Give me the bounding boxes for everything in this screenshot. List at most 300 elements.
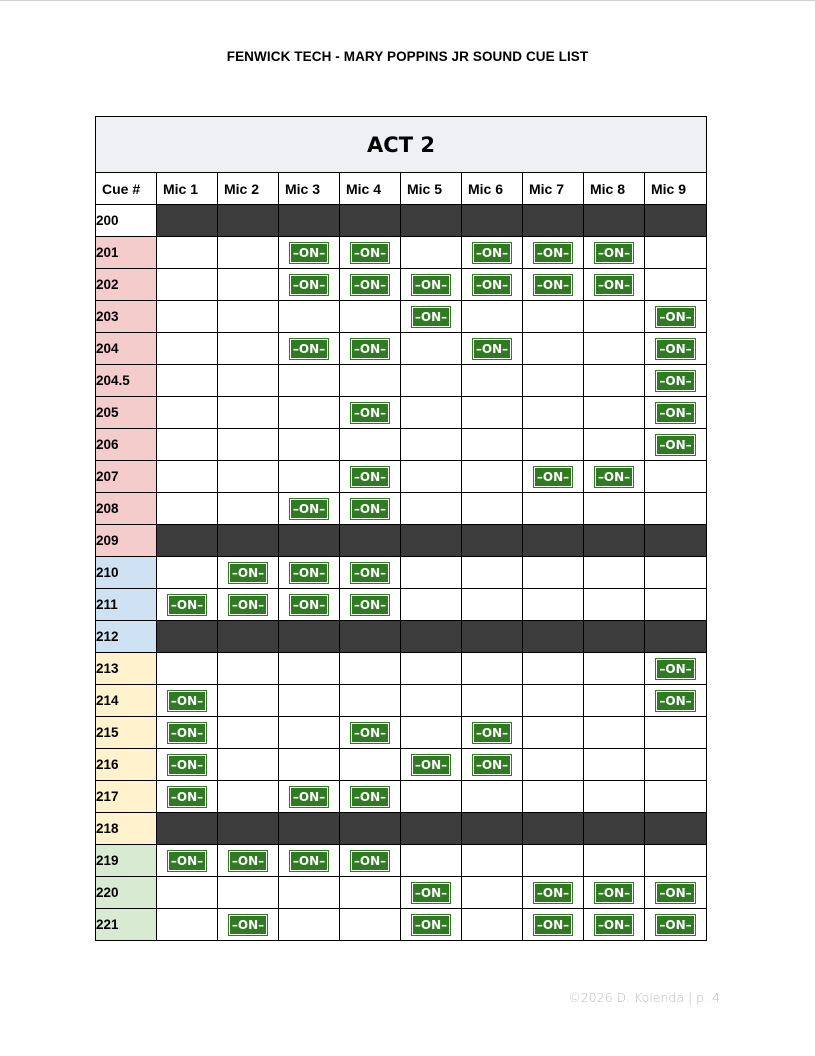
cue-number: 212 bbox=[96, 621, 157, 653]
mic-cell bbox=[645, 429, 707, 461]
mic-cell bbox=[584, 813, 645, 845]
mic-cell bbox=[340, 653, 401, 685]
mic-cell bbox=[523, 717, 584, 749]
mic-cell bbox=[218, 845, 279, 877]
mic-on-badge: –ON– bbox=[229, 915, 267, 935]
mic-cell bbox=[584, 237, 645, 269]
cue-number: 213 bbox=[96, 653, 157, 685]
mic-cell bbox=[157, 461, 218, 493]
cue-number: 220 bbox=[96, 877, 157, 909]
mic-cell bbox=[462, 205, 523, 237]
mic-cell bbox=[279, 653, 340, 685]
mic-on-badge: –ON– bbox=[351, 275, 389, 295]
mic-cell bbox=[645, 301, 707, 333]
mic-cell bbox=[340, 461, 401, 493]
mic-on-badge: –ON– bbox=[290, 595, 328, 615]
mic-cell bbox=[645, 685, 707, 717]
mic-on-badge: –ON– bbox=[595, 275, 633, 295]
column-header-mic-3: Mic 3 bbox=[279, 173, 340, 205]
mic-on-badge: –ON– bbox=[595, 915, 633, 935]
mic-cell bbox=[462, 525, 523, 557]
cue-number: 204.5 bbox=[96, 365, 157, 397]
mic-cell bbox=[340, 685, 401, 717]
mic-on-badge: –ON– bbox=[229, 563, 267, 583]
mic-cell bbox=[340, 557, 401, 589]
mic-cell bbox=[462, 269, 523, 301]
mic-cell bbox=[584, 653, 645, 685]
cue-row bbox=[96, 653, 707, 685]
mic-on-badge: –ON– bbox=[290, 499, 328, 519]
mic-cell bbox=[279, 429, 340, 461]
mic-cell bbox=[645, 493, 707, 525]
mic-cell bbox=[401, 461, 462, 493]
mic-on-badge: –ON– bbox=[595, 467, 633, 487]
mic-cell bbox=[218, 877, 279, 909]
mic-cell bbox=[645, 717, 707, 749]
mic-cell bbox=[157, 845, 218, 877]
mic-cell bbox=[157, 333, 218, 365]
cue-number: 211 bbox=[96, 589, 157, 621]
mic-on-badge: –ON– bbox=[412, 275, 450, 295]
cue-row bbox=[96, 621, 707, 653]
mic-on-badge: –ON– bbox=[473, 243, 511, 263]
cue-number: 219 bbox=[96, 845, 157, 877]
mic-cell bbox=[279, 589, 340, 621]
cue-row bbox=[96, 237, 707, 269]
cue-number: 216 bbox=[96, 749, 157, 781]
mic-cell bbox=[157, 781, 218, 813]
mic-cell bbox=[340, 493, 401, 525]
mic-cell bbox=[279, 813, 340, 845]
mic-on-badge: –ON– bbox=[534, 883, 572, 903]
mic-cell bbox=[218, 397, 279, 429]
mic-cell bbox=[401, 589, 462, 621]
mic-cell bbox=[340, 525, 401, 557]
cue-number: 209 bbox=[96, 525, 157, 557]
mic-cell bbox=[584, 557, 645, 589]
mic-cell bbox=[401, 685, 462, 717]
cue-row bbox=[96, 909, 707, 941]
mic-on-badge: –ON– bbox=[656, 435, 694, 455]
mic-cell bbox=[645, 205, 707, 237]
mic-cell bbox=[462, 877, 523, 909]
mic-cell bbox=[462, 333, 523, 365]
mic-cell bbox=[279, 525, 340, 557]
mic-cell bbox=[523, 685, 584, 717]
mic-cell bbox=[401, 237, 462, 269]
cue-row bbox=[96, 525, 707, 557]
mic-cell bbox=[218, 589, 279, 621]
mic-cell bbox=[218, 717, 279, 749]
mic-cell bbox=[279, 365, 340, 397]
mic-cell bbox=[645, 749, 707, 781]
mic-cell bbox=[645, 845, 707, 877]
mic-cell bbox=[279, 685, 340, 717]
mic-cell bbox=[279, 301, 340, 333]
document-title: FENWICK TECH - MARY POPPINS JR SOUND CUE LIST bbox=[226, 49, 589, 64]
mic-on-badge: –ON– bbox=[168, 691, 206, 711]
mic-cell bbox=[584, 397, 645, 429]
cue-row bbox=[96, 557, 707, 589]
mic-cell bbox=[340, 365, 401, 397]
cue-row bbox=[96, 685, 707, 717]
mic-on-badge: –ON– bbox=[351, 499, 389, 519]
mic-cell bbox=[340, 269, 401, 301]
mic-cell bbox=[584, 333, 645, 365]
mic-on-badge: –ON– bbox=[290, 787, 328, 807]
mic-on-badge: –ON– bbox=[534, 243, 572, 263]
mic-cell bbox=[279, 909, 340, 941]
mic-cell bbox=[340, 301, 401, 333]
cue-number: 215 bbox=[96, 717, 157, 749]
mic-cell bbox=[279, 237, 340, 269]
mic-on-badge: –ON– bbox=[595, 883, 633, 903]
mic-cell bbox=[340, 429, 401, 461]
cue-number: 217 bbox=[96, 781, 157, 813]
mic-cell bbox=[401, 397, 462, 429]
mic-on-badge: –ON– bbox=[656, 691, 694, 711]
mic-cell bbox=[279, 333, 340, 365]
mic-cell bbox=[157, 749, 218, 781]
mic-cell bbox=[523, 909, 584, 941]
mic-cell bbox=[340, 589, 401, 621]
mic-cell bbox=[401, 781, 462, 813]
mic-cell bbox=[462, 621, 523, 653]
cue-row bbox=[96, 845, 707, 877]
mic-cell bbox=[523, 621, 584, 653]
mic-cell bbox=[218, 205, 279, 237]
mic-cell bbox=[401, 205, 462, 237]
mic-cell bbox=[218, 557, 279, 589]
mic-cell bbox=[218, 493, 279, 525]
mic-cell bbox=[584, 877, 645, 909]
mic-on-badge: –ON– bbox=[412, 755, 450, 775]
mic-cell bbox=[401, 877, 462, 909]
mic-cell bbox=[279, 877, 340, 909]
mic-cell bbox=[157, 813, 218, 845]
mic-on-badge: –ON– bbox=[351, 243, 389, 263]
column-header-mic-7: Mic 7 bbox=[523, 173, 584, 205]
cue-number: 214 bbox=[96, 685, 157, 717]
mic-cell bbox=[645, 877, 707, 909]
mic-on-badge: –ON– bbox=[351, 787, 389, 807]
mic-cell bbox=[584, 429, 645, 461]
mic-on-badge: –ON– bbox=[412, 307, 450, 327]
mic-on-badge: –ON– bbox=[351, 467, 389, 487]
mic-cell bbox=[401, 525, 462, 557]
cue-row bbox=[96, 461, 707, 493]
mic-on-badge: –ON– bbox=[351, 723, 389, 743]
mic-cell bbox=[340, 333, 401, 365]
mic-cell bbox=[584, 749, 645, 781]
mic-cell bbox=[340, 621, 401, 653]
mic-cell bbox=[523, 525, 584, 557]
cue-row bbox=[96, 269, 707, 301]
mic-cell bbox=[279, 749, 340, 781]
cue-number: 208 bbox=[96, 493, 157, 525]
mic-cell bbox=[401, 845, 462, 877]
cue-number: 210 bbox=[96, 557, 157, 589]
mic-cell bbox=[462, 397, 523, 429]
mic-cell bbox=[523, 365, 584, 397]
mic-cell bbox=[584, 685, 645, 717]
mic-cell bbox=[645, 397, 707, 429]
mic-cell bbox=[523, 781, 584, 813]
mic-cell bbox=[157, 653, 218, 685]
mic-cell bbox=[218, 301, 279, 333]
mic-on-badge: –ON– bbox=[290, 275, 328, 295]
column-header-mic-5: Mic 5 bbox=[401, 173, 462, 205]
cue-number: 201 bbox=[96, 237, 157, 269]
mic-cell bbox=[462, 557, 523, 589]
mic-cell bbox=[401, 301, 462, 333]
mic-cell bbox=[157, 909, 218, 941]
mic-cell bbox=[401, 429, 462, 461]
mic-cell bbox=[157, 237, 218, 269]
column-header-mic-1: Mic 1 bbox=[157, 173, 218, 205]
mic-cell bbox=[218, 781, 279, 813]
mic-cell bbox=[157, 557, 218, 589]
mic-cell bbox=[279, 461, 340, 493]
mic-cell bbox=[523, 301, 584, 333]
mic-cell bbox=[401, 749, 462, 781]
mic-cell bbox=[462, 845, 523, 877]
mic-cell bbox=[401, 909, 462, 941]
mic-on-badge: –ON– bbox=[168, 723, 206, 743]
mic-cell bbox=[279, 781, 340, 813]
mic-on-badge: –ON– bbox=[168, 595, 206, 615]
column-header-mic-4: Mic 4 bbox=[340, 173, 401, 205]
mic-cell bbox=[340, 749, 401, 781]
mic-cell bbox=[218, 749, 279, 781]
column-header-mic-6: Mic 6 bbox=[462, 173, 523, 205]
mic-cell bbox=[584, 525, 645, 557]
cue-number: 202 bbox=[96, 269, 157, 301]
mic-cell bbox=[584, 205, 645, 237]
mic-cell bbox=[584, 717, 645, 749]
mic-cell bbox=[523, 653, 584, 685]
mic-cell bbox=[279, 205, 340, 237]
mic-on-badge: –ON– bbox=[473, 755, 511, 775]
cue-number: 221 bbox=[96, 909, 157, 941]
mic-cell bbox=[340, 205, 401, 237]
mic-cell bbox=[645, 557, 707, 589]
cue-row bbox=[96, 717, 707, 749]
mic-cell bbox=[645, 813, 707, 845]
mic-cell bbox=[462, 813, 523, 845]
mic-cell bbox=[279, 621, 340, 653]
cue-number: 203 bbox=[96, 301, 157, 333]
mic-on-badge: –ON– bbox=[656, 883, 694, 903]
act-heading: ACT 2 bbox=[96, 117, 707, 173]
mic-cell bbox=[523, 461, 584, 493]
mic-on-badge: –ON– bbox=[351, 595, 389, 615]
mic-cell bbox=[157, 205, 218, 237]
mic-on-badge: –ON– bbox=[656, 307, 694, 327]
mic-cell bbox=[523, 333, 584, 365]
cue-row bbox=[96, 333, 707, 365]
mic-cell bbox=[401, 621, 462, 653]
mic-cell bbox=[584, 461, 645, 493]
mic-on-badge: –ON– bbox=[534, 467, 572, 487]
mic-cell bbox=[584, 301, 645, 333]
mic-cell bbox=[279, 397, 340, 429]
mic-cell bbox=[523, 429, 584, 461]
mic-on-badge: –ON– bbox=[290, 563, 328, 583]
mic-on-badge: –ON– bbox=[351, 403, 389, 423]
mic-cell bbox=[584, 781, 645, 813]
mic-cell bbox=[340, 813, 401, 845]
mic-cell bbox=[645, 781, 707, 813]
mic-cell bbox=[218, 621, 279, 653]
mic-cell bbox=[523, 493, 584, 525]
cue-table-body bbox=[96, 205, 707, 941]
mic-cell bbox=[157, 589, 218, 621]
mic-cell bbox=[523, 845, 584, 877]
mic-cell bbox=[584, 589, 645, 621]
mic-cell bbox=[584, 269, 645, 301]
mic-cell bbox=[645, 621, 707, 653]
mic-on-badge: –ON– bbox=[229, 851, 267, 871]
mic-cell bbox=[401, 493, 462, 525]
cue-number: 200 bbox=[96, 205, 157, 237]
mic-on-badge: –ON– bbox=[168, 851, 206, 871]
mic-cell bbox=[340, 717, 401, 749]
mic-cell bbox=[218, 653, 279, 685]
mic-cell bbox=[279, 717, 340, 749]
mic-on-badge: –ON– bbox=[290, 339, 328, 359]
mic-cell bbox=[401, 813, 462, 845]
mic-cell bbox=[157, 365, 218, 397]
mic-cell bbox=[218, 909, 279, 941]
mic-cell bbox=[584, 909, 645, 941]
cue-number: 204 bbox=[96, 333, 157, 365]
cue-number: 218 bbox=[96, 813, 157, 845]
mic-cell bbox=[218, 365, 279, 397]
mic-cell bbox=[523, 269, 584, 301]
mic-on-badge: –ON– bbox=[351, 851, 389, 871]
mic-cell bbox=[157, 269, 218, 301]
mic-cell bbox=[340, 237, 401, 269]
mic-cell bbox=[645, 653, 707, 685]
mic-cell bbox=[462, 653, 523, 685]
mic-on-badge: –ON– bbox=[412, 883, 450, 903]
mic-cell bbox=[401, 653, 462, 685]
mic-cell bbox=[157, 493, 218, 525]
mic-cell bbox=[584, 365, 645, 397]
mic-on-badge: –ON– bbox=[229, 595, 267, 615]
mic-cell bbox=[218, 237, 279, 269]
page-footer: ©2026 D. Kolenda | p. 4 bbox=[568, 990, 720, 1005]
mic-cell bbox=[523, 813, 584, 845]
mic-on-badge: –ON– bbox=[656, 371, 694, 391]
mic-on-badge: –ON– bbox=[656, 915, 694, 935]
mic-cell bbox=[340, 397, 401, 429]
column-header-row bbox=[96, 173, 707, 205]
mic-cell bbox=[645, 237, 707, 269]
mic-cell bbox=[462, 493, 523, 525]
mic-cell bbox=[462, 365, 523, 397]
mic-cell bbox=[462, 589, 523, 621]
mic-cell bbox=[584, 621, 645, 653]
mic-cell bbox=[218, 813, 279, 845]
column-header-mic-8: Mic 8 bbox=[584, 173, 645, 205]
mic-cell bbox=[401, 717, 462, 749]
mic-cell bbox=[340, 877, 401, 909]
cue-row bbox=[96, 493, 707, 525]
mic-on-badge: –ON– bbox=[351, 563, 389, 583]
mic-on-badge: –ON– bbox=[290, 851, 328, 871]
mic-cell bbox=[462, 749, 523, 781]
cue-number: 205 bbox=[96, 397, 157, 429]
mic-cell bbox=[157, 685, 218, 717]
sound-cue-table bbox=[95, 116, 707, 941]
mic-cell bbox=[157, 397, 218, 429]
column-header-cue: Cue # bbox=[96, 173, 157, 205]
mic-cell bbox=[645, 269, 707, 301]
mic-on-badge: –ON– bbox=[595, 243, 633, 263]
mic-cell bbox=[401, 365, 462, 397]
mic-cell bbox=[340, 909, 401, 941]
mic-cell bbox=[462, 301, 523, 333]
mic-cell bbox=[279, 493, 340, 525]
mic-cell bbox=[645, 589, 707, 621]
mic-cell bbox=[401, 557, 462, 589]
mic-on-badge: –ON– bbox=[351, 339, 389, 359]
mic-cell bbox=[279, 845, 340, 877]
mic-cell bbox=[401, 269, 462, 301]
mic-cell bbox=[523, 205, 584, 237]
mic-cell bbox=[645, 365, 707, 397]
cue-row bbox=[96, 749, 707, 781]
mic-cell bbox=[523, 877, 584, 909]
mic-cell bbox=[462, 429, 523, 461]
mic-cell bbox=[340, 845, 401, 877]
mic-cell bbox=[645, 525, 707, 557]
mic-cell bbox=[645, 333, 707, 365]
mic-cell bbox=[218, 429, 279, 461]
mic-cell bbox=[218, 525, 279, 557]
mic-on-badge: –ON– bbox=[473, 339, 511, 359]
mic-on-badge: –ON– bbox=[412, 915, 450, 935]
mic-cell bbox=[157, 717, 218, 749]
mic-cell bbox=[157, 621, 218, 653]
cue-number: 206 bbox=[96, 429, 157, 461]
mic-cell bbox=[584, 845, 645, 877]
cue-row bbox=[96, 589, 707, 621]
mic-cell bbox=[462, 909, 523, 941]
mic-on-badge: –ON– bbox=[168, 787, 206, 807]
mic-cell bbox=[157, 525, 218, 557]
mic-cell bbox=[279, 557, 340, 589]
mic-cell bbox=[645, 909, 707, 941]
mic-cell bbox=[645, 461, 707, 493]
column-header-mic-9: Mic 9 bbox=[645, 173, 707, 205]
cue-row bbox=[96, 429, 707, 461]
mic-cell bbox=[462, 781, 523, 813]
cue-row bbox=[96, 397, 707, 429]
top-rule bbox=[0, 0, 815, 1]
mic-cell bbox=[218, 333, 279, 365]
cue-row bbox=[96, 301, 707, 333]
mic-cell bbox=[523, 557, 584, 589]
mic-cell bbox=[462, 461, 523, 493]
mic-cell bbox=[584, 493, 645, 525]
mic-cell bbox=[523, 397, 584, 429]
mic-cell bbox=[218, 461, 279, 493]
mic-cell bbox=[157, 301, 218, 333]
cue-row bbox=[96, 781, 707, 813]
